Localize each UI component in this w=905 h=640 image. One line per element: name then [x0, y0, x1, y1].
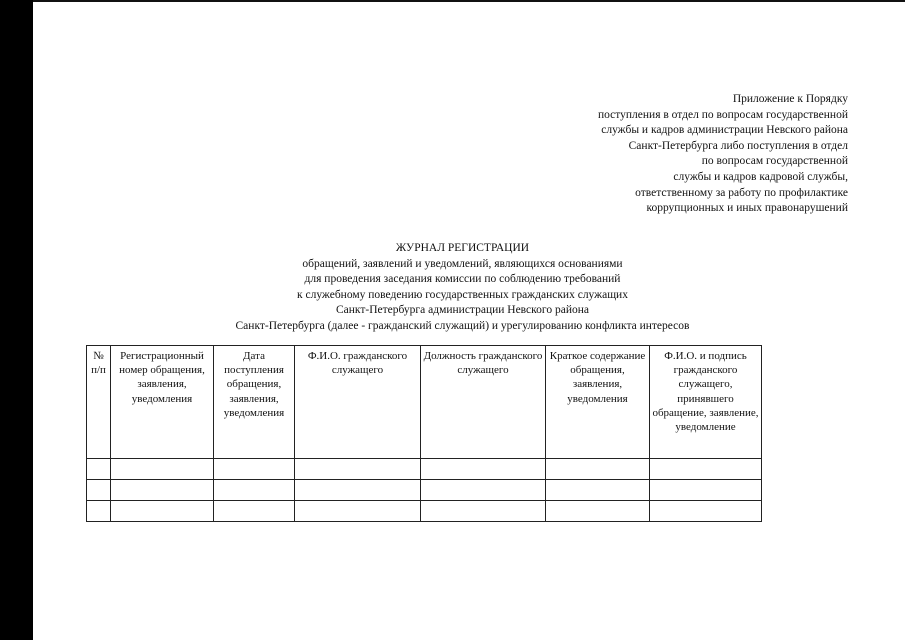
- table-cell: [214, 480, 295, 501]
- column-header-position: Должность гражданского служащего: [421, 346, 546, 459]
- journal-heading: ЖУРНАЛ РЕГИСТРАЦИИ: [395, 242, 530, 254]
- table-cell: [650, 501, 762, 522]
- appendix-line: службы и кадров кадровой службы,: [673, 170, 848, 183]
- table-cell: [111, 480, 214, 501]
- column-header-full-name: Ф.И.О. гражданского служащего: [295, 346, 421, 459]
- table-cell: [546, 480, 650, 501]
- appendix-line: коррупционных и иных правонарушений: [646, 202, 848, 215]
- scan-left-edge: [0, 0, 33, 640]
- registration-table: [86, 345, 762, 522]
- journal-title: [190, 241, 735, 335]
- table-cell: [295, 459, 421, 480]
- table-cell: [295, 480, 421, 501]
- journal-subtitle-line: к служебному поведению государственных гражданских служащих: [297, 288, 628, 301]
- journal-subtitle-line: для проведения заседания комиссии по соблюдению требований: [304, 273, 621, 286]
- table-cell: [214, 459, 295, 480]
- table-row: [87, 480, 762, 501]
- journal-subtitle-line: обращений, заявлений и уведомлений, являющихся основаниями: [302, 257, 623, 270]
- journal-subtitle-line: Санкт-Петербурга (далее - гражданский служащий) и урегулированию конфликта интересов: [235, 319, 690, 332]
- table-cell: [87, 501, 111, 522]
- column-header-receiver-signature: Ф.И.О. и подпись гражданского служащего, принявшего обращение, заявление, уведомление: [650, 346, 762, 459]
- table-row: [87, 501, 762, 522]
- table-cell: [421, 459, 546, 480]
- table-cell: [111, 459, 214, 480]
- table-cell: [421, 480, 546, 501]
- appendix-line: по вопросам государственной: [701, 155, 848, 168]
- table-cell: [214, 501, 295, 522]
- column-header-date: Дата поступления обращения, заявления, уведомления: [214, 346, 295, 459]
- appendix-note: [598, 92, 848, 217]
- journal-subtitle-line: Санкт-Петербурга администрации Невского района: [336, 304, 589, 317]
- table-header-row: [87, 346, 762, 459]
- column-header-registration-number: Регистрационный номер обращения, заявления, уведомления: [111, 346, 214, 459]
- table-row: [87, 459, 762, 480]
- appendix-line: ответственному за работу по профилактике: [635, 186, 848, 199]
- table-cell: [421, 501, 546, 522]
- appendix-line: Приложение к Порядку: [732, 93, 848, 105]
- table-cell: [87, 480, 111, 501]
- appendix-line: Санкт-Петербурга либо поступления в отдел: [628, 139, 848, 152]
- scan-top-edge: [33, 0, 905, 2]
- column-header-summary: Краткое содержание обращения, заявления, уведомления: [546, 346, 650, 459]
- column-header-number: № п/п: [87, 346, 111, 459]
- table-cell: [546, 501, 650, 522]
- appendix-line: поступления в отдел по вопросам государственной: [597, 108, 848, 121]
- appendix-line: службы и кадров администрации Невского района: [601, 124, 848, 137]
- table-cell: [111, 501, 214, 522]
- table-cell: [546, 459, 650, 480]
- table-cell: [650, 459, 762, 480]
- table-cell: [295, 501, 421, 522]
- table-cell: [650, 480, 762, 501]
- table-cell: [87, 459, 111, 480]
